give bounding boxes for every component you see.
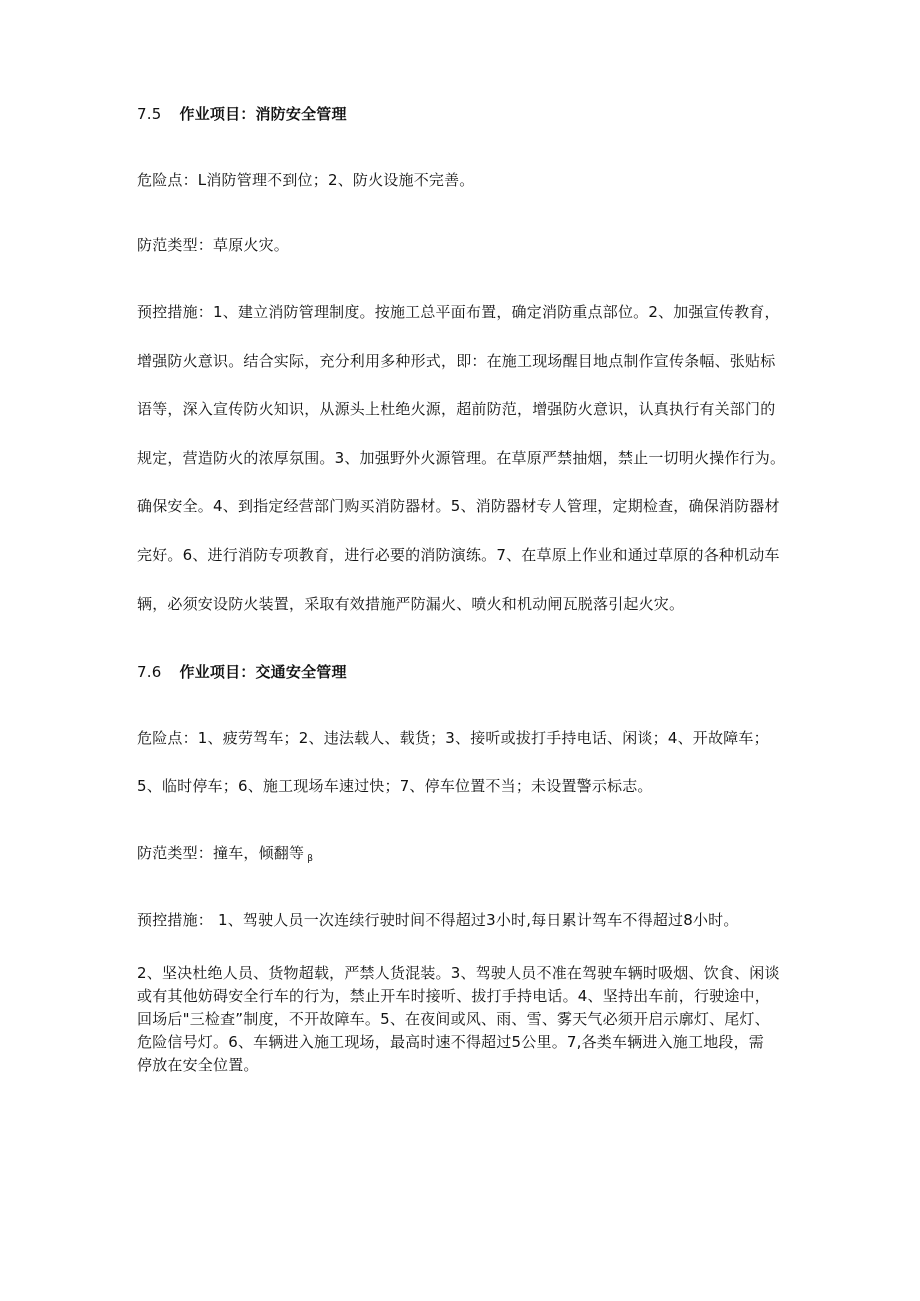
prevention-type-suffix: β — [307, 854, 314, 864]
section-7-5-prevention-type: 防范类型：草原火灾。 — [137, 236, 290, 254]
section-7-6-prevention-type — [137, 843, 313, 869]
section-7-6-measures-paragraph — [137, 962, 797, 1077]
section-7-5-measures-line: 增强防火意识。结合实际，充分利用多种形式，即：在施工现场醒目地点制作宣传条幅、张贴标 — [137, 352, 776, 370]
section-7-6-measures-line: 回场后"三检查”制度，不开故障车。5、在夜间或风、雨、雪、雾天气必须开启示廓灯、尾灯、 — [137, 1010, 770, 1028]
section-number: 7.5 — [137, 105, 162, 123]
section-7-6-measures-line: 2、坚决杜绝人员、货物超载，严禁人货混装。3、驾驶人员不准在驾驶车辆时吸烟、饮食、闲谈 — [137, 964, 780, 982]
section-7-6-measures-first-line: 预控措施： 1、驾驶人员一次连续行驶时间不得超过3小时,每日累计驾车不得超过8小时。 — [137, 911, 739, 929]
section-title: 作业项目：交通安全管理 — [179, 663, 347, 681]
section-7-6-danger-points-line: 危险点：1、疲劳驾车；2、违法载人、载货；3、接听或拔打手持电话、闲谈；4、开故障车； — [137, 729, 769, 747]
section-7-6-measures-line: 停放在安全位置。 — [137, 1056, 259, 1074]
section-7-5-heading — [137, 104, 347, 124]
section-7-5-measures-line: 辆，必须安设防火装置，采取有效措施严防漏火、喷火和机动闸瓦脱落引起火灾。 — [137, 595, 685, 613]
section-number: 7.6 — [137, 663, 162, 681]
section-7-6-measures-line: 或有其他妨碍安全行车的行为，禁止开车时接听、拔打手持电话。4、坚持出车前，行驶途中， — [137, 987, 770, 1005]
section-7-5-measures-line: 规定，营造防火的浓厚氛围。3、加强野外火源管理。在草原严禁抽烟，禁止一切明火操作行为。 — [137, 449, 786, 467]
section-7-5-measures-line: 完好。6、进行消防专项教育，进行必要的消防演练。7、在草原上作业和通过草原的各种机动车 — [137, 546, 780, 564]
section-7-5-measures-line: 预控措施：1、建立消防管理制度。按施工总平面布置，确定消防重点部位。2、加强宣传教育， — [137, 303, 780, 321]
section-7-5-measures-line: 确保安全。4、到指定经营部门购买消防器材。5、消防器材专人管理，定期检查，确保消防器材 — [137, 497, 780, 515]
section-7-5-measures-line: 语等，深入宣传防火知识，从源头上杜绝火源，超前防范，增强防火意识，认真执行有关部门的 — [137, 400, 776, 418]
section-7-5-danger-points: 危险点：L消防管理不到位；2、防火设施不完善。 — [137, 171, 475, 189]
section-7-6-heading — [137, 662, 347, 682]
section-title: 作业项目：消防安全管理 — [179, 105, 347, 123]
prevention-type-text: 防范类型：撞车，倾翻等 — [137, 844, 305, 862]
section-7-6-measures-line: 危险信号灯。6、车辆进入施工现场，最高时速不得超过5公里。7,各类车辆进入施工地段，需 — [137, 1033, 765, 1051]
section-7-6-danger-points-line: 5、临时停车；6、施工现场车速过快；7、停车位置不当；未设置警示标志。 — [137, 777, 653, 795]
